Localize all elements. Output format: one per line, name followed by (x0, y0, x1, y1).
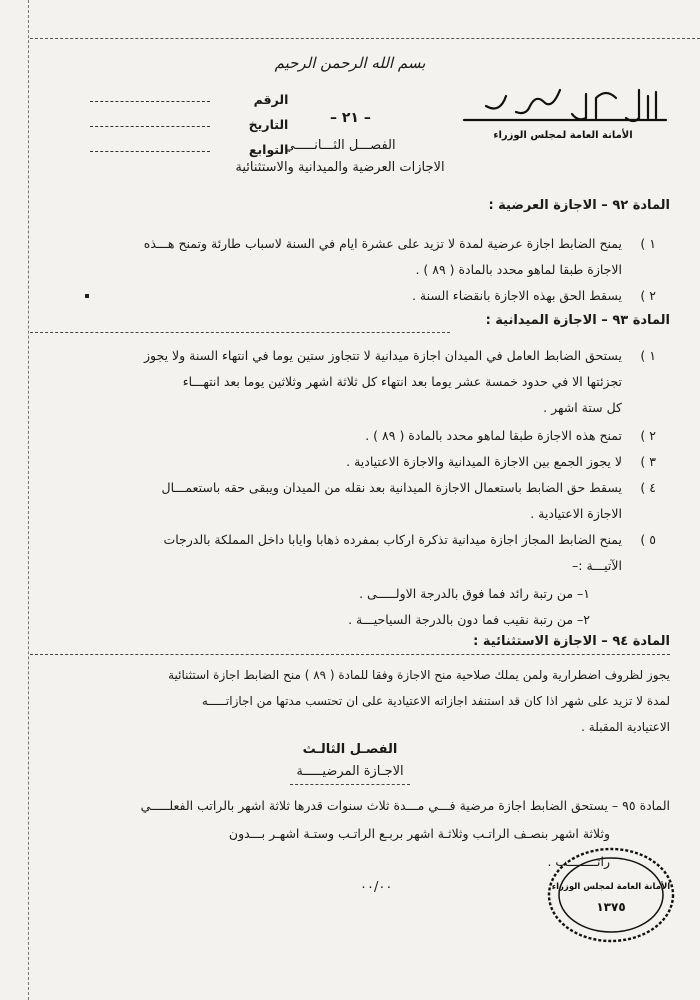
attachments-label: التوابع (248, 142, 289, 157)
a93-item4-line1: يسقط حق الضابط باستعمال الاجازة الميدانية بعد نقله من الميدان ويبقى حقه باستعمـــال (161, 480, 622, 495)
page-number: – ٢١ – (330, 110, 371, 126)
a93-item2-line1: تمنح هذه الاجازة طبقا لماهو محدد بالمادة ( ٨٩ ) . (365, 428, 622, 443)
a93-item1-line3: كل ستة اشهر . (543, 400, 622, 415)
a92-item1-number: ١ ) (640, 236, 656, 251)
a92-item1-line1: يمنح الضابط اجازة عرضية لمدة لا تزيد على عشرة ايام في السنة لاسباب طارئة وتمنح هـــذه (143, 236, 622, 251)
a94-line3: الاعتيادية المقبلة . (581, 720, 670, 734)
a93-item5-line1: يمنح الضابط المجاز اجازة ميدانية تذكرة اركاب بمفرده ذهابا وايابا داخل المملكة بالدرجات (163, 532, 622, 547)
number-label: الرقم (253, 92, 289, 107)
article94-title: المادة ٩٤ – الاجازة الاستثنائية : (473, 634, 670, 649)
meta-number-row (90, 92, 288, 107)
letterhead-logo (456, 84, 670, 146)
official-stamp (545, 845, 677, 945)
letterhead-logo-graphic (456, 84, 670, 146)
stamp-graphic (545, 845, 677, 945)
a93-item2-number: ٢ ) (640, 428, 656, 443)
a95-line2: وثلاثة اشهر بنصـف الراتـب وثلاثـة اشهر بربـع الراتـب وستـة اشهـر بـــدون (228, 826, 610, 841)
chapter3-subtitle: الاجـازة المرضيـــــة (296, 764, 404, 779)
chapter2-title: الفصـــل الثـــانـــــي (284, 138, 396, 153)
chapter2-subtitle: الاجازات العرضية والميدانية والاستثنائية (235, 160, 445, 175)
a93-subitem2: ٢– من رتبة نقيب فما دون بالدرجة السياحيـــة . (348, 612, 590, 627)
article93-title: المادة ٩٣ – الاجازة الميدانية : (485, 313, 670, 328)
date-field (90, 124, 210, 127)
top-perforation-line (30, 38, 700, 39)
a95-line1: المادة ٩٥ – يستحق الضابط اجازة مرضية فـــي مـــدة ثلاث سنوات قدرها ثلاثة اشهر بالراتب الفعلـــــي (140, 798, 670, 813)
date-label: التاريخ (248, 117, 289, 132)
a93-item1-line2: تجزئتها الا في حدود خمسة عشر يوما بعد انتهاء كل ثلاثة اشهر وثلاثين يوما بعد انتهـــاء (182, 374, 622, 389)
a93-item4-number: ٤ ) (640, 480, 656, 495)
stamp-text: الأمانة العامة لمجلس الوزراء (551, 882, 671, 892)
logo-line2: الأمانة العامة لمجلس الوزراء (493, 130, 633, 141)
a94-line1: يجوز لظروف اضطرارية ولمن يملك صلاحية منح الاجازة وفقا للمادة ( ٨٩ ) منح الضابط اجازة استثنائية (168, 668, 670, 682)
a93-item1-number: ١ ) (640, 348, 656, 363)
ink-speck (85, 294, 89, 298)
a93-item3-line1: لا يجوز الجمع بين الاجازة الميدانية والاجازة الاعتيادية . (346, 454, 622, 469)
section-rule (30, 332, 450, 333)
number-field (90, 99, 210, 102)
a93-item3-number: ٣ ) (640, 454, 656, 469)
basmala: بسم الله الرحمن الرحيم (274, 54, 426, 72)
continuation-mark: ٠٠/٠٠ (360, 880, 393, 895)
chapter3-title: الفصـل الثالـث (302, 742, 398, 757)
a93-item1-line1: يستحق الضابط العامل في الميدان اجازة ميدانية لا تتجاوز ستين يوما في انتهاء السنة ولا يجوز (144, 348, 622, 363)
left-perforation-line (28, 0, 29, 1000)
attachments-field (90, 149, 210, 152)
a92-item2-line1: يسقط الحق بهذه الاجازة بانقضاء السنة . (411, 288, 622, 303)
a93-item4-line2: الاجازة الاعتيادية . (530, 506, 622, 521)
a93-subitem1: ١– من رتبة رائد فما فوق بالدرجة الاولـــــى . (359, 586, 590, 601)
chapter3-underline (290, 784, 410, 785)
a92-item2-number: ٢ ) (640, 288, 656, 303)
a92-item1-line2: الاجازة طبقا لماهو محدد بالمادة ( ٨٩ ) . (415, 262, 622, 277)
a93-item5-number: ٥ ) (640, 532, 656, 547)
a95-line3: راتــــــــب . (547, 854, 610, 869)
meta-date-row (90, 117, 288, 132)
stamp-year: ١٣٧٥ (596, 900, 626, 914)
a93-item5-line2: الآتيـــة :– (572, 558, 622, 573)
article92-title: المادة ٩٢ – الاجازة العرضية : (488, 198, 670, 213)
a94-line2: لمدة لا تزيد على شهر اذا كان قد استنفد اجازاته الاعتيادية على ان تحتسب مدتها من اجازاتـــــه (201, 694, 670, 708)
section-rule-2 (30, 654, 670, 655)
